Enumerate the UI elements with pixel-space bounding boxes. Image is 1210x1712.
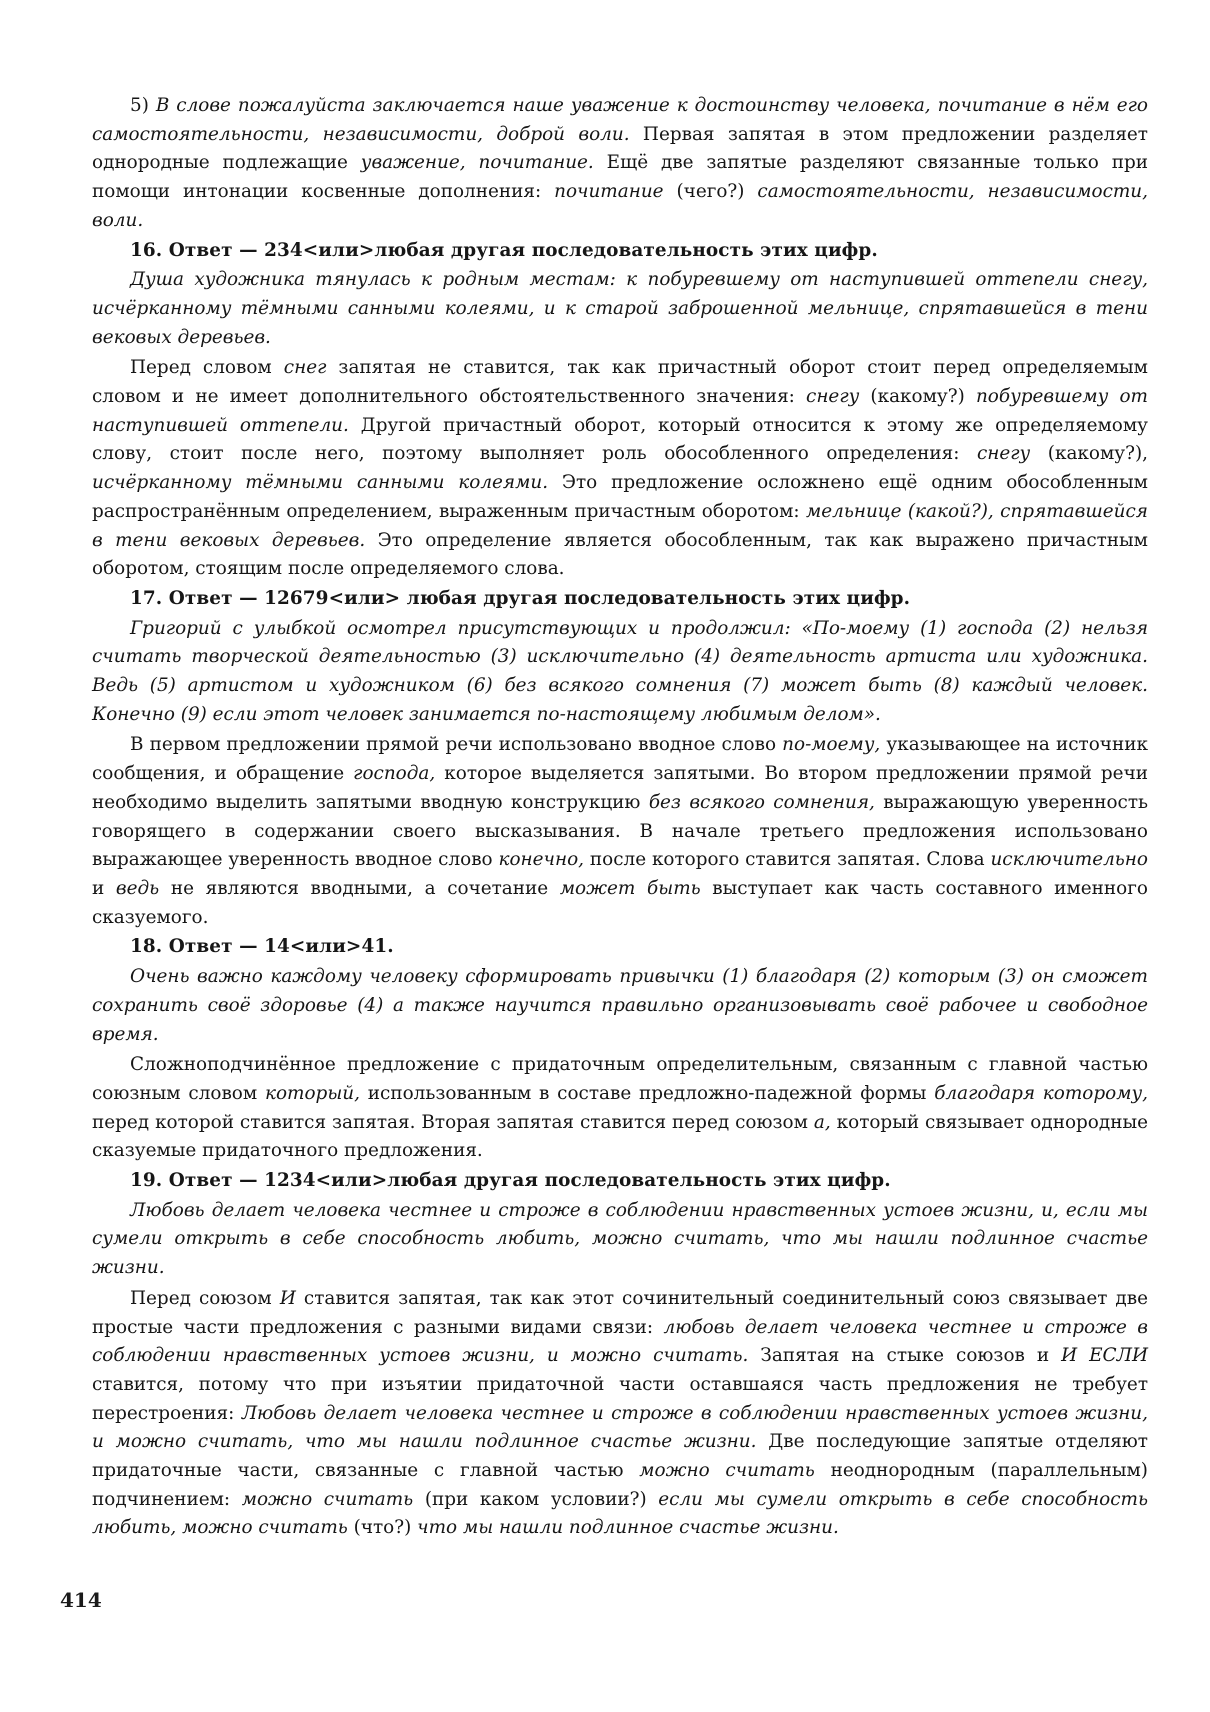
item-number: 5) xyxy=(130,95,149,116)
answer-17-heading: 17. Ответ — 12679<или> любая другая последовательность этих цифр. xyxy=(130,587,911,609)
answer-16-example: Душа художника тянулась к родным местам: к побуревшему от наступившей оттепели снегу, исчёрканному тёмными санными колеями, и к старой заброшенной мельнице, спрятавшейся в тени вековых деревьев. xyxy=(92,269,1148,348)
answer-16-heading: 16. Ответ — 234<или>любая другая последовательность этих цифр. xyxy=(130,239,878,261)
example-sentence: В слове пожалуйста заключается наше уважение к достоинству человека, почитание в нём его самостоятельности, независимости, доброй воли. xyxy=(92,95,1148,145)
page-number: 414 xyxy=(60,1588,102,1612)
answer-19-explanation: Перед союзом И ставится запятая, так как этот сочинительный соединительный союз связывает две простые части предложения с разными видами связи: любовь делает человека честнее и строже в соблюдении нравственных устоев жизни, и можно считать. Запятая на стыке союзов и И ЕСЛИ ставится, потому что при изъятии придаточной части оставшаяся часть предложения не требует перестроения: Любовь делает человека честнее и строже в соблюдении нравственных устоев жизни, и можно считать, что мы нашли подлинное счастье жизни. Две последующие запятые отделяют придаточные части, связанные с главной частью можно считать неоднородным (параллельным) подчинением: можно считать (при каком условии?) если мы сумели открыть в себе способность любить, можно считать (что?) что мы нашли подлинное счастье жизни. xyxy=(92,1287,1148,1539)
paragraph-5-explanation: 5) В слове пожалуйста заключается наше уважение к достоинству человека, почитание в нём его самостоятельности, независимости, доброй воли. Первая запятая в этом предложении разделяет однородные подлежащие уважение, почитание. Ещё две запятые разделяют связанные только при помощи интонации косвенные дополнения: почитание (чего?) самостоятельности, независимости, воли. xyxy=(92,95,1148,231)
answer-17-example: Григорий с улыбкой осмотрел присутствующих и продолжил: «По-моему (1) господа (2) нельзя считать творческой деятельностью (3) исключительно (4) деятельность артиста или художника. Ведь (5) артистом и художником (6) без всякого сомнения (7) может быть (8) каждый человек. Конечно (9) если этот человек занимается по-настоящему любимым делом». xyxy=(92,617,1148,725)
answer-19-example: Любовь делает человека честнее и строже в соблюдении нравственных устоев жизни, и, если мы сумели открыть в себе способность любить, можно считать, что мы нашли подлинное счастье жизни. xyxy=(92,1199,1148,1279)
answer-18-explanation: Сложноподчинённое предложение с придаточным определительным, связанным с главной частью союзным словом который, использованным в составе предложно-падежной формы благодаря которому, перед которой ставится запятая. Вторая запятая ставится перед союзом а, который связывает однородные сказуемые придаточного предложения. xyxy=(92,1054,1148,1162)
answer-18-example: Очень важно каждому человеку сформировать привычки (1) благодаря (2) которым (3) он сможет сохранить своё здоровье (4) а также научится правильно организовывать своё рабочее и свободное время. xyxy=(92,966,1148,1045)
answer-16-explanation: Перед словом снег запятая не ставится, так как причастный оборот стоит перед определяемым словом и не имеет дополнительного обстоятельственного значения: снегу (какому?) побуревшему от наступившей оттепели. Другой причастный оборот, который относится к этому же определяемому слову, стоит после него, поэтому выполняет роль обособленного определения: снегу (какому?), исчёрканному тёмными санными колеями. Это предложение осложнено ещё одним обособленным распространённым определением, выраженным причастным оборотом: мельнице (какой?), спрятавшейся в тени вековых деревьев. Это определение является обособленным, так как выражено причастным оборотом, стоящим после определяемого слова. xyxy=(92,357,1148,580)
answer-19-heading: 19. Ответ — 1234<или>любая другая последовательность этих цифр. xyxy=(130,1170,891,1192)
answer-18-heading: 18. Ответ — 14<или>41. xyxy=(130,936,394,958)
answer-17-explanation: В первом предложении прямой речи использовано вводное слово по-моему, указывающее на источник сообщения, и обращение господа, которое выделяется запятыми. Во втором предложении прямой речи необходимо выделить запятыми вводную конструкцию без всякого сомнения, выражающую уверенность говорящего в содержании своего высказывания. В начале третьего предложения использовано выражающее уверенность вводное слово конечно, после которого ставится запятая. Слова исключительно и ведь не являются вводными, а сочетание может быть выступает как часть составного именного сказуемого. xyxy=(92,734,1149,928)
page-content xyxy=(92,92,1148,1543)
